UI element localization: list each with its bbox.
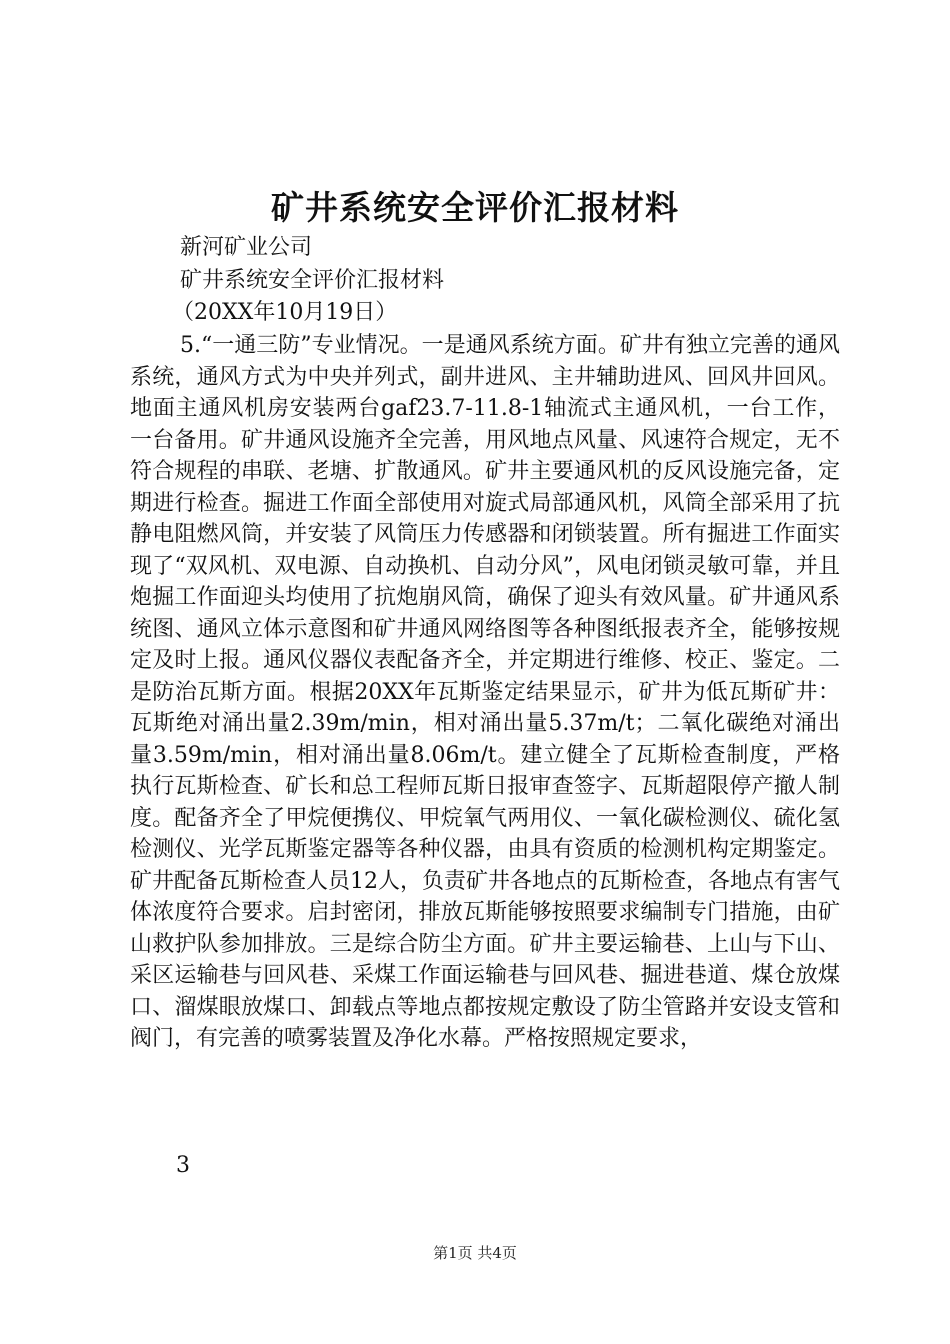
page-number: 3 <box>176 1153 190 1178</box>
document-title: 矿井系统安全评价汇报材料 <box>271 188 679 227</box>
body-paragraph: 5.“一通三防”专业情况。一是通风系统方面。矿井有独立完善的通风系统，通风方式为中央并列式，副井进风、主井辅助进风、回风井回风。地面主通风机房安装两台gaf23.7-11.8-1轴流式主通风机，一台工作，一台备用。矿井通风设施齐全完善，用风地点风量、风速符合规定，无不符合规程的串联、老塘、扩散通风。矿井主要通风机的反风设施完备，定期进行检查。掘进工作面全部使用对旋式局部通风机，风筒全部采用了抗静电阻燃风筒，并安装了风筒压力传感器和闭锁装置。所有掘进工作面实现了“双风机、双电源、自动换机、自动分风”，风电闭锁灵敏可靠，并且炮掘工作面迎头均使用了抗炮崩风筒，确保了迎头有效风量。矿井通风系统图、通风立体示意图和矿井通风网络图等各种图纸报表齐全，能够按规定及时上报。通风仪器仪表配备齐全，并定期进行维修、校正、鉴定。二是防治瓦斯方面。根据20XX年瓦斯鉴定结果显示，矿井为低瓦斯矿井：瓦斯绝对涌出量2.39m/min，相对涌出量5.37m/t；二氧化碳绝对涌出量3.59m/min，相对涌出量8.06m/t。建立健全了瓦斯检查制度，严格执行瓦斯检查、矿长和总工程师瓦斯日报审查签字、瓦斯超限停产撤人制度。配备齐全了甲烷便携仪、甲烷氧气两用仪、一氧化碳检测仪、硫化氢检测仪、光学瓦斯鉴定器等各种仪器，由具有资质的检测机构定期鉴定。矿井配备瓦斯检查人员12人，负责矿井各地点的瓦斯检查，各地点有害气体浓度符合要求。启封密闭，排放瓦斯能够按照要求编制专门措施，由矿山救护队参加排放。三是综合防尘方面。矿井主要运输巷、上山与下山、采区运输巷与回风巷、采煤工作面运输巷与回风巷、掘进巷道、煤仓放煤口、溜煤眼放煤口、卸载点等地点都按规定敷设了防尘管路并安设支管和阀门，有完善的喷雾装置及净化水幕。严格按照规定要求， <box>130 333 840 1051</box>
document-date: （20XX年10月19日） <box>172 300 398 325</box>
company-name: 新河矿业公司 <box>180 235 313 260</box>
page-footer: 第1页 共4页 <box>433 1244 517 1262</box>
document-subtitle: 矿井系统安全评价汇报材料 <box>180 268 445 293</box>
